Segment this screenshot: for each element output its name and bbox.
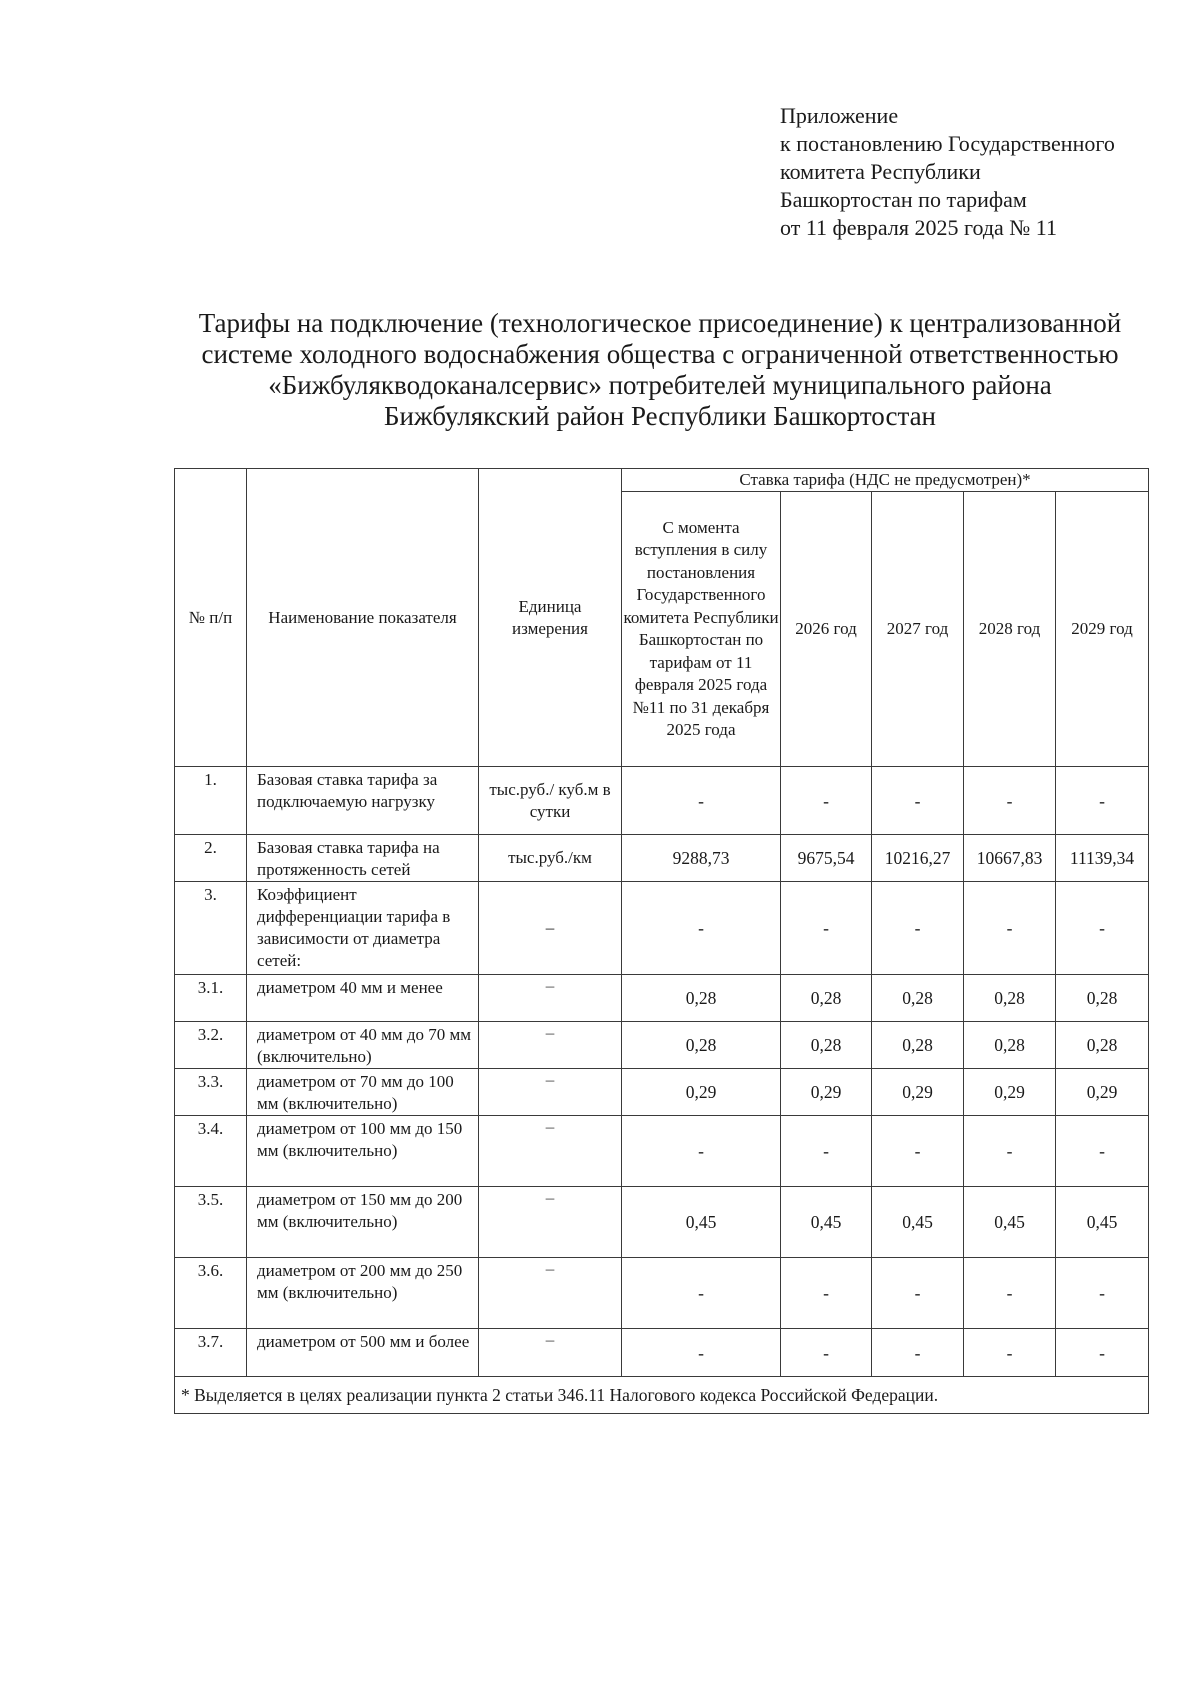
table-row bbox=[175, 1116, 1149, 1187]
row-value: - bbox=[781, 1258, 872, 1329]
appendix-line: к постановлению Государственного bbox=[780, 131, 1115, 156]
row-value: - bbox=[964, 1258, 1056, 1329]
appendix-line: комитета Республики bbox=[780, 159, 981, 184]
row-value: 0,28 bbox=[781, 975, 872, 1022]
table-row bbox=[175, 767, 1149, 835]
row-value: - bbox=[781, 1116, 872, 1187]
row-value: 0,29 bbox=[622, 1069, 781, 1116]
row-value: 0,45 bbox=[964, 1187, 1056, 1258]
row-name: диаметром от 500 мм и более bbox=[247, 1329, 479, 1377]
row-num: 3. bbox=[175, 882, 247, 975]
row-num: 3.1. bbox=[175, 975, 247, 1022]
row-value: - bbox=[1056, 1258, 1149, 1329]
row-name: диаметром от 150 мм до 200 мм (включительно) bbox=[247, 1187, 479, 1258]
header-unit: Единица измерения bbox=[479, 469, 622, 767]
header-row bbox=[175, 469, 1149, 492]
table-row bbox=[175, 1329, 1149, 1377]
row-value: 0,45 bbox=[872, 1187, 964, 1258]
title-line: «Бижбулякводоканалсервис» потребителей муниципального района bbox=[268, 370, 1052, 400]
row-value: 0,29 bbox=[781, 1069, 872, 1116]
title-line: Тарифы на подключение (технологическое присоединение) к централизованной bbox=[198, 308, 1122, 338]
row-value: - bbox=[622, 1329, 781, 1377]
row-unit: – bbox=[479, 1069, 622, 1116]
header-year-2026: 2026 год bbox=[781, 492, 872, 767]
row-value: - bbox=[622, 1258, 781, 1329]
row-unit: – bbox=[479, 1329, 622, 1377]
header-num: № п/п bbox=[175, 469, 247, 767]
row-name: диаметром от 100 мм до 150 мм (включительно) bbox=[247, 1116, 479, 1187]
row-value: - bbox=[622, 1116, 781, 1187]
row-name: диаметром 40 мм и менее bbox=[247, 975, 479, 1022]
row-num: 3.2. bbox=[175, 1022, 247, 1069]
footnote-row bbox=[175, 1377, 1149, 1414]
row-value: 0,28 bbox=[1056, 1022, 1149, 1069]
document-title bbox=[150, 308, 1170, 432]
title-line: Бижбулякский район Республики Башкортостан bbox=[383, 401, 937, 431]
row-value: 0,28 bbox=[1056, 975, 1149, 1022]
header-first-period: С момента вступления в силу постановления Государственного комитета Республики Башкортостан по тарифам от 11 февраля 2025 года №11 по 31 декабря 2025 года bbox=[622, 492, 781, 767]
title-line: системе холодного водоснабжения общества с ограниченной ответственностью bbox=[201, 339, 1119, 369]
table-row bbox=[175, 1187, 1149, 1258]
row-value: - bbox=[872, 767, 964, 835]
tariff-table bbox=[174, 468, 1149, 1414]
row-value: - bbox=[781, 1329, 872, 1377]
table-footnote: * Выделяется в целях реализации пункта 2 статьи 346.11 Налогового кодекса Российской Федерации. bbox=[175, 1377, 1149, 1414]
row-value: 0,28 bbox=[781, 1022, 872, 1069]
row-value: 9675,54 bbox=[781, 835, 872, 882]
table-row bbox=[175, 835, 1149, 882]
row-name: диаметром от 40 мм до 70 мм (включительно) bbox=[247, 1022, 479, 1069]
table-row bbox=[175, 1022, 1149, 1069]
row-value: 0,45 bbox=[622, 1187, 781, 1258]
row-value: 0,29 bbox=[964, 1069, 1056, 1116]
row-value: - bbox=[872, 882, 964, 975]
row-num: 3.7. bbox=[175, 1329, 247, 1377]
row-name: Коэффициент дифференциации тарифа в зависимости от диаметра сетей: bbox=[247, 882, 479, 975]
row-value: - bbox=[1056, 1116, 1149, 1187]
header-rate-group: Ставка тарифа (НДС не предусмотрен)* bbox=[622, 469, 1149, 492]
table-row bbox=[175, 1258, 1149, 1329]
row-value: - bbox=[964, 882, 1056, 975]
row-value: - bbox=[872, 1258, 964, 1329]
row-unit: – bbox=[479, 975, 622, 1022]
appendix-line: от 11 февраля 2025 года № 11 bbox=[780, 215, 1057, 240]
row-value: 0,28 bbox=[872, 1022, 964, 1069]
row-num: 3.3. bbox=[175, 1069, 247, 1116]
row-name: Базовая ставка тарифа за подключаемую нагрузку bbox=[247, 767, 479, 835]
row-value: - bbox=[1056, 882, 1149, 975]
row-unit: тыс.руб./ куб.м в сутки bbox=[479, 767, 622, 835]
row-unit: – bbox=[479, 1187, 622, 1258]
row-value: 10667,83 bbox=[964, 835, 1056, 882]
row-value: 0,45 bbox=[1056, 1187, 1149, 1258]
row-num: 3.6. bbox=[175, 1258, 247, 1329]
header-year-2029: 2029 год bbox=[1056, 492, 1149, 767]
row-value: - bbox=[964, 1116, 1056, 1187]
header-name: Наименование показателя bbox=[247, 469, 479, 767]
row-value: - bbox=[1056, 767, 1149, 835]
header-year-2027: 2027 год bbox=[872, 492, 964, 767]
row-value: - bbox=[781, 767, 872, 835]
row-unit: – bbox=[479, 1022, 622, 1069]
row-value: - bbox=[964, 767, 1056, 835]
row-unit: – bbox=[479, 882, 622, 975]
row-name: диаметром от 70 мм до 100 мм (включительно) bbox=[247, 1069, 479, 1116]
row-name: диаметром от 200 мм до 250 мм (включительно) bbox=[247, 1258, 479, 1329]
row-value: - bbox=[781, 882, 872, 975]
table-row bbox=[175, 975, 1149, 1022]
row-value: 11139,34 bbox=[1056, 835, 1149, 882]
row-value: 0,28 bbox=[964, 1022, 1056, 1069]
row-value: 10216,27 bbox=[872, 835, 964, 882]
row-value: - bbox=[872, 1116, 964, 1187]
row-value: - bbox=[872, 1329, 964, 1377]
row-num: 1. bbox=[175, 767, 247, 835]
table-row bbox=[175, 1069, 1149, 1116]
row-value: 0,28 bbox=[622, 1022, 781, 1069]
row-name: Базовая ставка тарифа на протяженность сетей bbox=[247, 835, 479, 882]
appendix-line: Башкортостан по тарифам bbox=[780, 187, 1027, 212]
row-value: 0,28 bbox=[964, 975, 1056, 1022]
row-value: - bbox=[964, 1329, 1056, 1377]
header-year-2028: 2028 год bbox=[964, 492, 1056, 767]
row-num: 3.5. bbox=[175, 1187, 247, 1258]
table-row bbox=[175, 882, 1149, 975]
row-value: - bbox=[622, 882, 781, 975]
row-value: 0,28 bbox=[622, 975, 781, 1022]
row-value: 0,29 bbox=[1056, 1069, 1149, 1116]
row-unit: – bbox=[479, 1258, 622, 1329]
appendix-block bbox=[780, 102, 1115, 242]
row-value: 0,28 bbox=[872, 975, 964, 1022]
row-unit: – bbox=[479, 1116, 622, 1187]
row-value: - bbox=[622, 767, 781, 835]
row-value: 0,29 bbox=[872, 1069, 964, 1116]
row-value: 9288,73 bbox=[622, 835, 781, 882]
row-num: 3.4. bbox=[175, 1116, 247, 1187]
row-value: 0,45 bbox=[781, 1187, 872, 1258]
row-num: 2. bbox=[175, 835, 247, 882]
appendix-line: Приложение bbox=[780, 103, 899, 128]
row-unit: тыс.руб./км bbox=[479, 835, 622, 882]
row-value: - bbox=[1056, 1329, 1149, 1377]
